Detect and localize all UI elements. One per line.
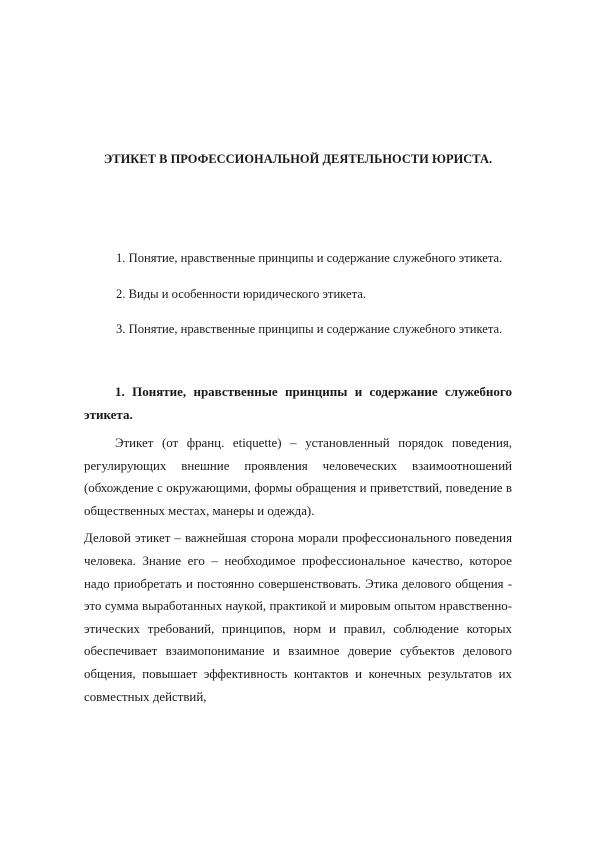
paragraph-business-etiquette: Деловой этикет – важнейшая сторона морали профессионального поведения человека. Знание его – необходимое профессиональное качество, которое надо приобретать и постоянно совершенствовать. Этика делового общения - это сумма выработанных наукой, практикой и мировым опытом нравственно-этических требований, принципов, норм и правил, соблюдение которых обеспечивает взаимопонимание и взаимное доверие субъектов делового общения, повышает эффективность контактов и конечных результатов их совместных действий, <box>84 531 512 704</box>
toc-item-2: 2. Виды и особенности юридического этикета. <box>116 286 366 301</box>
section-heading: 1. Понятие, нравственные принципы и содержание служебного этикета. <box>84 384 512 422</box>
toc-item-1: 1. Понятие, нравственные принципы и содержание служебного этикета. <box>116 251 503 265</box>
document-title: ЭТИКЕТ В ПРОФЕССИОНАЛЬНОЙ ДЕЯТЕЛЬНОСТИ ЮРИСТА. <box>103 152 493 166</box>
toc-item-3: 3. Понятие, нравственные принципы и содержание служебного этикета. <box>116 322 503 336</box>
table-of-contents <box>116 249 576 356</box>
section-1 <box>84 381 512 708</box>
paragraph-etiquette-definition: Этикет (от франц. etiquette) – установленный порядок поведения, регулирующих внешние проявления человеческих взаимоотношений (обхождение с окружающими, формы обращения и приветствий, поведение в общественных местах, манеры и одежда). <box>84 436 512 518</box>
